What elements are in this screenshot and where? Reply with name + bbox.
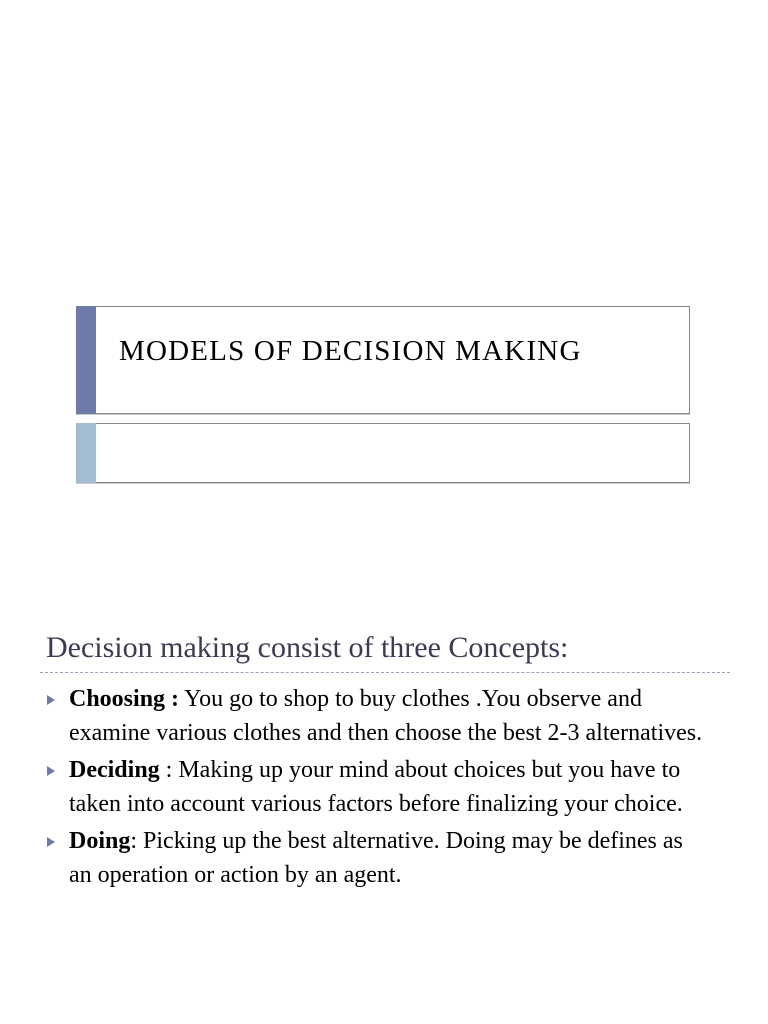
triangle-right-icon xyxy=(47,766,55,776)
bullet-text: You go to shop to buy clothes .You observe and examine various clothes and then choose the best 2-3 alternatives. xyxy=(69,686,703,746)
bullet-item-choosing xyxy=(0,683,768,750)
bullet-term: Choosing : xyxy=(69,686,180,712)
heading-divider xyxy=(40,672,730,673)
subtitle-accent-bar xyxy=(76,423,96,483)
bullet-text: : Picking up the best alternative. Doing may be defines as an operation or action by an agent. xyxy=(69,828,683,888)
slide-title: MODELS OF DECISION MAKING xyxy=(119,335,582,367)
slide-heading: Decision making consist of three Concepts: xyxy=(46,631,569,664)
triangle-right-icon xyxy=(47,837,55,847)
title-accent-bar xyxy=(76,306,96,414)
bullet-item-doing xyxy=(0,825,768,892)
subtitle-box xyxy=(76,423,690,483)
title-box xyxy=(76,306,690,414)
bullet-term: Doing xyxy=(69,828,131,854)
bullet-term: Deciding xyxy=(69,757,160,783)
bullet-text: : Making up your mind about choices but you have to taken into account various factors before finalizing your choice. xyxy=(69,757,683,817)
bullet-item-deciding xyxy=(0,754,768,821)
triangle-right-icon xyxy=(47,695,55,705)
bullet-list xyxy=(0,683,768,896)
